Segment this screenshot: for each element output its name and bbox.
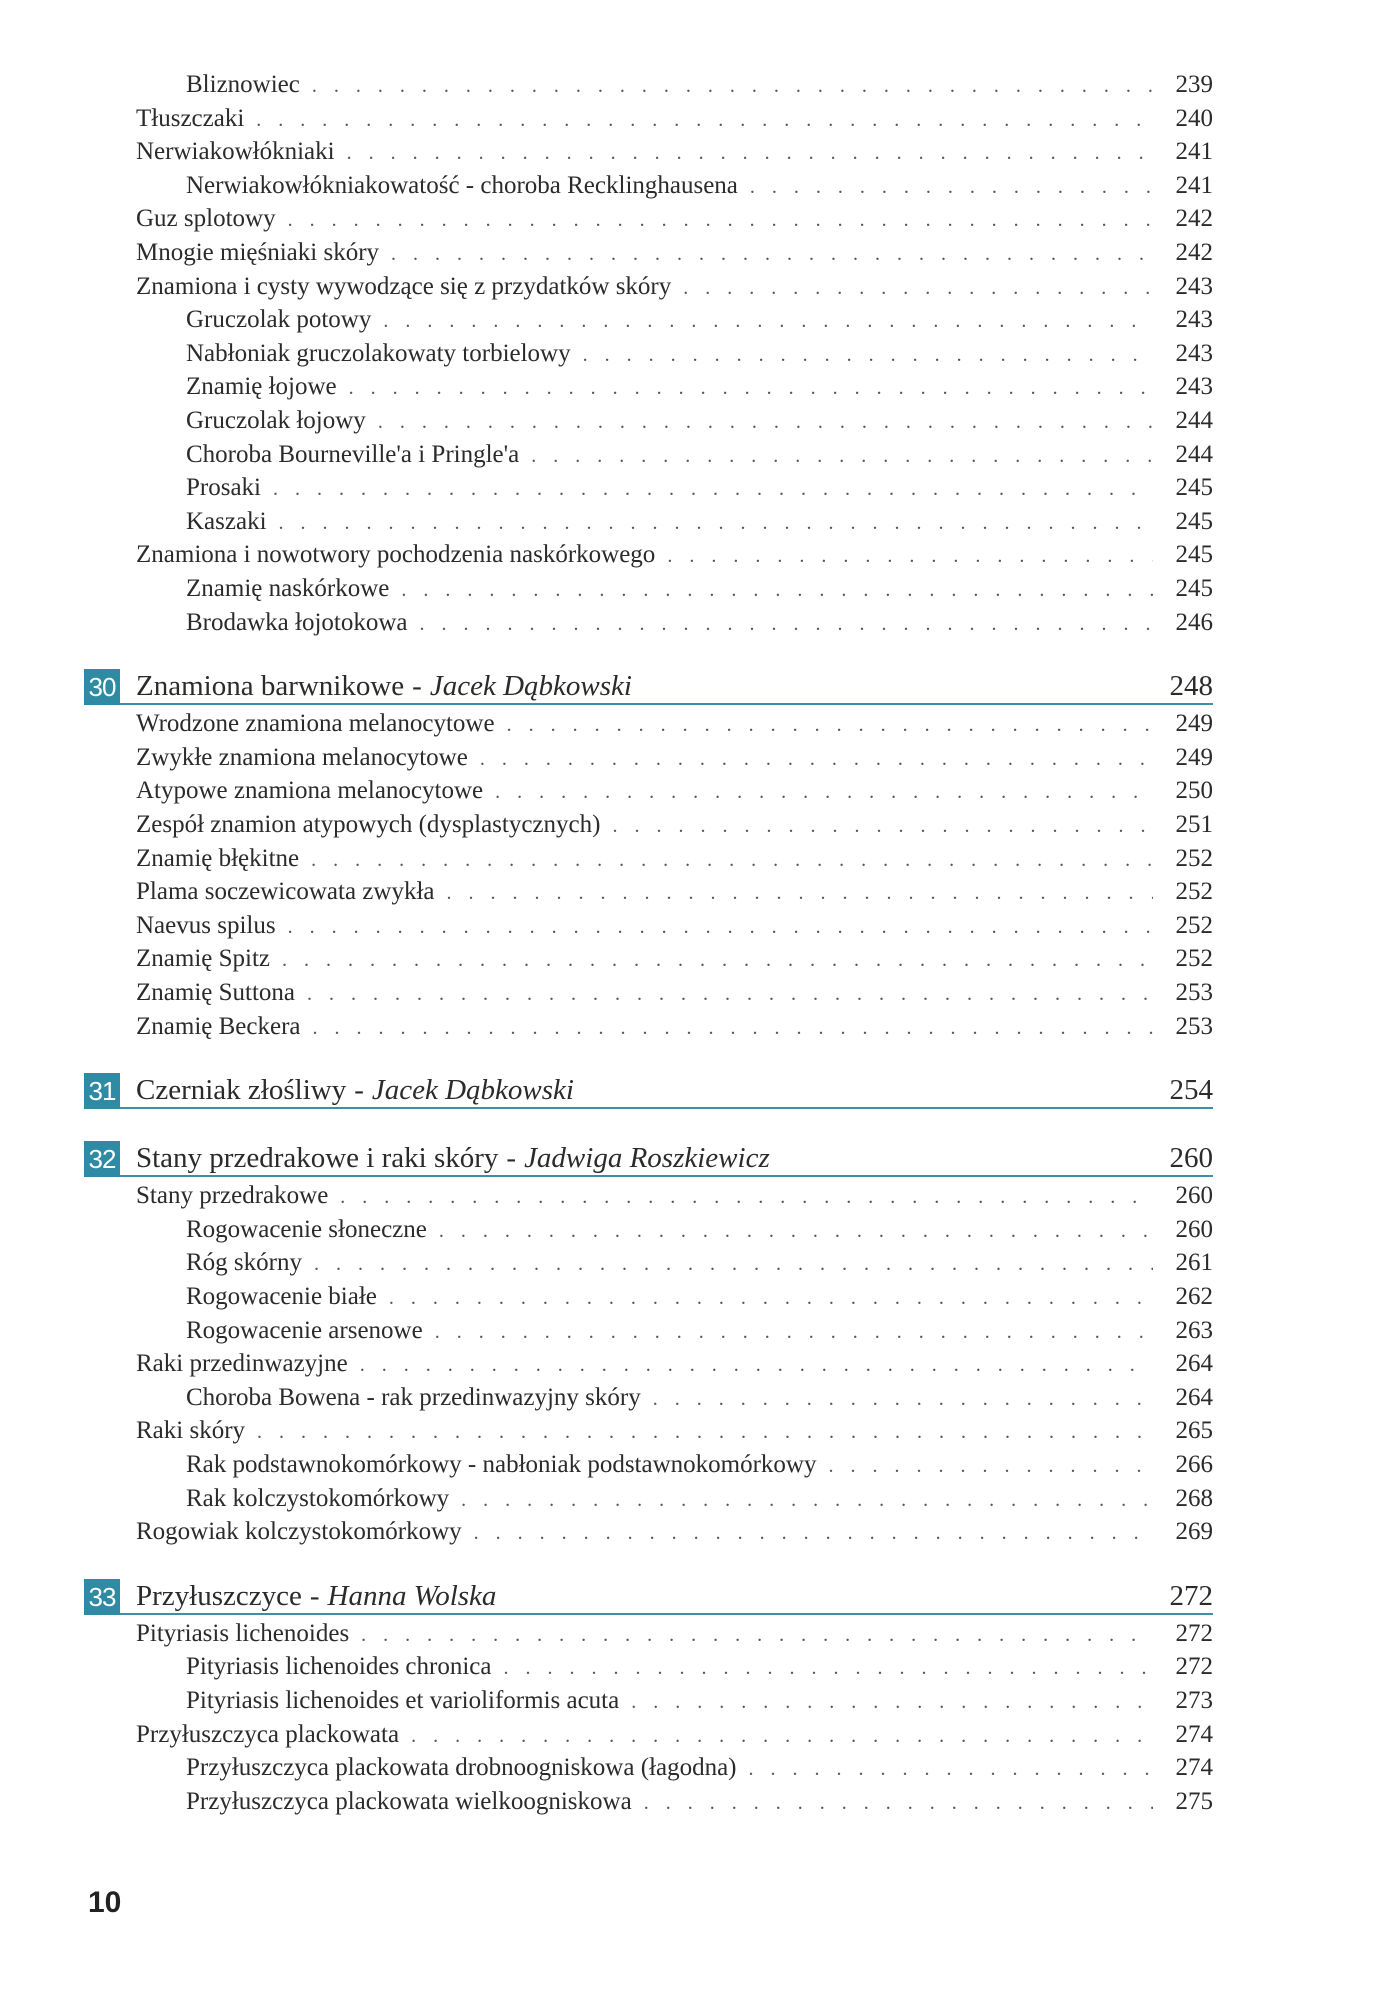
chapter-heading[interactable]: [84, 1573, 1213, 1615]
dot-leader: [349, 371, 1153, 405]
toc-entry[interactable]: [136, 1347, 1213, 1381]
toc-entry[interactable]: [136, 842, 1213, 876]
dot-leader: [311, 843, 1153, 877]
entry-page-number: 245: [1175, 575, 1213, 602]
dot-leader: [307, 977, 1153, 1011]
entry-page-number: 244: [1175, 407, 1213, 434]
entry-title: Wrodzone znamiona melanocytowe: [136, 710, 495, 738]
entry-title: Choroba Bourneville'a i Pringle'a: [186, 440, 520, 468]
entry-title: Zwykłe znamiona melanocytowe: [136, 743, 468, 771]
dot-leader: [461, 1483, 1153, 1517]
chapter-number-badge: 33: [84, 1579, 120, 1615]
toc-entry[interactable]: [136, 135, 1213, 169]
entry-title: Nerwiakowłókniaki: [136, 138, 335, 166]
entry-page-number: 268: [1175, 1484, 1213, 1512]
chapter-author: Jacek Dąbkowski: [371, 1074, 574, 1107]
entry-title: Przyłuszczyca plackowata: [136, 1720, 400, 1748]
toc-entry[interactable]: [136, 976, 1213, 1010]
dot-leader: [631, 1685, 1153, 1719]
chapter-title: Przyłuszczyce: [136, 1579, 302, 1612]
entry-page-number: 262: [1175, 1283, 1213, 1310]
entry-page-number: 273: [1175, 1687, 1213, 1714]
toc-entry[interactable]: [136, 1718, 1213, 1752]
chapter-separator: -: [506, 1142, 517, 1175]
toc-entry[interactable]: [136, 1414, 1213, 1448]
chapter-heading[interactable]: [84, 1135, 1213, 1177]
entry-page-number: 243: [1175, 272, 1213, 300]
toc-entry[interactable]: [136, 270, 1213, 304]
entry-page-number: 274: [1175, 1754, 1213, 1782]
entry-title: Znamię błękitne: [136, 844, 300, 872]
entry-page-number: 242: [1175, 239, 1213, 266]
chapter-page-number: 272: [1169, 1579, 1213, 1612]
entry-title: Plama soczewicowata zwykła: [136, 878, 435, 906]
toc-entry[interactable]: [136, 1617, 1213, 1651]
dot-leader: [288, 910, 1153, 944]
entry-title: Rak podstawnokomórkowy - nabłoniak podstawnokomórkowy: [186, 1451, 817, 1478]
entry-title: Pityriasis lichenoides chronica: [186, 1653, 492, 1681]
entry-title: Naevus spilus: [136, 911, 276, 939]
entry-title: Zespół znamion atypowych (dysplastycznych): [136, 811, 601, 838]
dot-leader: [312, 69, 1153, 103]
entry-page-number: 241: [1175, 171, 1213, 199]
chapter-heading[interactable]: [84, 1067, 1213, 1109]
chapter-separator: -: [309, 1579, 320, 1612]
entry-title: Brodawka łojotokowa: [186, 608, 408, 636]
toc-subentry[interactable]: [186, 505, 1213, 539]
toc-entry[interactable]: [136, 741, 1213, 775]
entry-page-number: 246: [1175, 608, 1213, 636]
chapter-number-badge: 30: [84, 669, 120, 705]
entry-page-number: 243: [1175, 373, 1213, 401]
chapter-title: Czerniak złośliwy: [136, 1074, 347, 1107]
dot-leader: [288, 203, 1153, 237]
chapter-page-number: 260: [1169, 1142, 1213, 1175]
entry-title: Znamię Suttona: [136, 979, 295, 1006]
chapter-separator: -: [412, 670, 422, 703]
dot-leader: [419, 607, 1153, 641]
entry-title: Bliznowiec: [186, 71, 300, 98]
entry-title: Przyłuszczyca plackowata wielkoogniskowa: [186, 1787, 632, 1815]
dot-leader: [282, 943, 1153, 977]
toc-entry[interactable]: [136, 102, 1213, 136]
dot-leader: [257, 1415, 1153, 1449]
chapter-page-number: 254: [1169, 1074, 1213, 1107]
entry-title: Gruczolak potowy: [186, 306, 372, 334]
dot-leader: [313, 1011, 1154, 1045]
entry-title: Gruczolak łojowy: [186, 407, 366, 434]
entry-title: Znamię naskórkowe: [186, 575, 390, 602]
entry-page-number: 272: [1175, 1653, 1213, 1681]
entry-title: Znamiona i nowotwory pochodzenia naskórkowego: [136, 541, 656, 569]
entry-title: Rogowacenie słoneczne: [186, 1215, 427, 1243]
dot-leader: [279, 506, 1153, 540]
dot-leader: [480, 742, 1153, 776]
chapter-author: Jacek Dąbkowski: [429, 670, 632, 703]
toc-entry[interactable]: [136, 707, 1213, 741]
dot-leader: [347, 136, 1153, 170]
toc-entry[interactable]: [136, 1010, 1213, 1044]
dot-leader: [378, 405, 1153, 439]
toc-entry[interactable]: [136, 1515, 1213, 1549]
entry-title: Tłuszczaki: [136, 104, 245, 132]
entry-page-number: 243: [1175, 306, 1213, 334]
toc-entry[interactable]: [136, 909, 1213, 943]
dot-leader: [749, 1752, 1153, 1786]
toc-subentry[interactable]: [186, 1448, 1213, 1482]
entry-title: Raki skóry: [136, 1417, 246, 1445]
chapter-title: Stany przedrakowe i raki skóry: [136, 1142, 499, 1175]
entry-page-number: 242: [1175, 205, 1213, 233]
entry-page-number: 244: [1175, 440, 1213, 468]
entry-title: Nabłoniak gruczolakowaty torbielowy: [186, 339, 571, 367]
entry-title: Znamię Beckera: [136, 1012, 301, 1040]
toc-entry[interactable]: [136, 202, 1213, 236]
toc-subentry[interactable]: [186, 1381, 1213, 1415]
dot-leader: [256, 103, 1153, 137]
entry-title: Prosaki: [186, 474, 261, 502]
entry-page-number: 252: [1175, 945, 1213, 973]
entry-title: Znamię łojowe: [186, 373, 337, 401]
chapter-title: Znamiona barwnikowe: [136, 670, 405, 703]
entry-title: Mnogie mięśniaki skóry: [136, 239, 380, 266]
toc-subentry[interactable]: [186, 606, 1213, 640]
dot-leader: [383, 304, 1153, 338]
entry-page-number: 264: [1175, 1350, 1213, 1378]
dot-leader: [503, 1651, 1153, 1685]
entry-page-number: 249: [1175, 743, 1213, 771]
toc-subentry[interactable]: [186, 1213, 1213, 1247]
entry-page-number: 252: [1175, 911, 1213, 939]
entry-title: Znamię Spitz: [136, 945, 270, 973]
toc-entry[interactable]: [136, 1179, 1213, 1213]
entry-title: Róg skórny: [186, 1249, 302, 1277]
page-number: 10: [88, 1886, 122, 1919]
entry-title: Rogowiak kolczystokomórkowy: [136, 1518, 462, 1546]
toc-subentry[interactable]: [186, 1650, 1213, 1684]
chapter-separator: -: [354, 1074, 364, 1107]
dot-leader: [612, 809, 1153, 843]
entry-page-number: 239: [1175, 71, 1213, 98]
dot-leader: [750, 170, 1153, 204]
entry-page-number: 249: [1175, 710, 1213, 738]
chapter-heading[interactable]: [84, 663, 1213, 705]
toc-subentry[interactable]: [186, 337, 1213, 371]
entry-title: Nerwiakowłókniakowatość - choroba Recklinghausena: [186, 171, 738, 199]
entry-page-number: 252: [1175, 844, 1213, 872]
chapter-author: Jadwiga Roszkiewicz: [524, 1142, 770, 1175]
toc-subentry[interactable]: [186, 471, 1213, 505]
toc-subentry[interactable]: [186, 1684, 1213, 1718]
dot-leader: [401, 573, 1153, 607]
toc-subentry[interactable]: [186, 572, 1213, 606]
entry-title: Raki przedinwazyjne: [136, 1350, 348, 1378]
dot-leader: [361, 1618, 1153, 1652]
entry-page-number: 275: [1175, 1787, 1213, 1815]
entry-title: Pityriasis lichenoides: [136, 1619, 350, 1647]
entry-title: Znamiona i cysty wywodzące się z przydatków skóry: [136, 272, 672, 300]
entry-page-number: 251: [1175, 811, 1213, 838]
chapter-page-number: 248: [1169, 670, 1213, 703]
entry-title: Pityriasis lichenoides et varioliformis acuta: [186, 1687, 620, 1714]
entry-page-number: 264: [1175, 1383, 1213, 1411]
dot-leader: [644, 1786, 1153, 1820]
entry-page-number: 243: [1175, 339, 1213, 367]
entry-page-number: 265: [1175, 1417, 1213, 1445]
toc-subentry[interactable]: [186, 1482, 1213, 1516]
entry-page-number: 263: [1175, 1316, 1213, 1344]
entry-title: Rogowacenie białe: [186, 1283, 377, 1310]
dot-leader: [389, 1281, 1153, 1315]
dot-leader: [411, 1719, 1153, 1753]
entry-page-number: 269: [1175, 1518, 1213, 1546]
toc-subentry[interactable]: [186, 1314, 1213, 1348]
dot-leader: [653, 1382, 1153, 1416]
entry-title: Przyłuszczyca plackowata drobnoogniskowa (łagodna): [186, 1754, 737, 1782]
toc-subentry[interactable]: [186, 1751, 1213, 1785]
dot-leader: [828, 1449, 1153, 1483]
toc-subentry[interactable]: [186, 303, 1213, 337]
entry-page-number: 253: [1175, 1012, 1213, 1040]
entry-title: Stany przedrakowe: [136, 1182, 329, 1210]
entry-page-number: 245: [1175, 474, 1213, 502]
dot-leader: [273, 472, 1153, 506]
entry-title: Atypowe znamiona melanocytowe: [136, 777, 484, 805]
entry-page-number: 266: [1175, 1451, 1213, 1478]
dot-leader: [667, 539, 1153, 573]
toc-subentry[interactable]: [186, 370, 1213, 404]
toc-entry[interactable]: [136, 236, 1213, 270]
entry-page-number: 252: [1175, 878, 1213, 906]
chapter-number-badge: 32: [84, 1141, 120, 1177]
dot-leader: [474, 1516, 1153, 1550]
dot-leader: [340, 1180, 1153, 1214]
dot-leader: [360, 1348, 1153, 1382]
dot-leader: [447, 876, 1154, 910]
dot-leader: [583, 338, 1153, 372]
entry-page-number: 272: [1175, 1619, 1213, 1647]
dot-leader: [439, 1214, 1153, 1248]
entry-title: Rogowacenie arsenowe: [186, 1316, 423, 1344]
entry-page-number: 260: [1175, 1215, 1213, 1243]
entry-title: Choroba Bowena - rak przedinwazyjny skóry: [186, 1383, 641, 1411]
entry-title: Kaszaki: [186, 507, 267, 535]
entry-title: Guz splotowy: [136, 205, 276, 233]
dot-leader: [435, 1315, 1153, 1349]
entry-page-number: 261: [1175, 1249, 1213, 1277]
toc-entry[interactable]: [136, 538, 1213, 572]
dot-leader: [531, 439, 1153, 473]
toc-subentry[interactable]: [186, 1280, 1213, 1314]
entry-page-number: 274: [1175, 1720, 1213, 1748]
entry-page-number: 245: [1175, 507, 1213, 535]
toc-subentry[interactable]: [186, 169, 1213, 203]
toc-entry[interactable]: [136, 774, 1213, 808]
entry-page-number: 260: [1175, 1182, 1213, 1210]
toc-subentry[interactable]: [186, 404, 1213, 438]
entry-page-number: 240: [1175, 104, 1213, 132]
chapter-number-badge: 31: [84, 1073, 120, 1109]
entry-page-number: 253: [1175, 979, 1213, 1006]
toc-subentry[interactable]: [186, 1246, 1213, 1280]
dot-leader: [314, 1247, 1153, 1281]
dot-leader: [683, 271, 1153, 305]
dot-leader: [495, 775, 1153, 809]
toc-entry[interactable]: [136, 875, 1213, 909]
dot-leader: [391, 237, 1153, 271]
toc-entry[interactable]: [136, 942, 1213, 976]
toc-subentry[interactable]: [186, 68, 1213, 102]
entry-page-number: 241: [1175, 138, 1213, 166]
dot-leader: [507, 708, 1153, 742]
entry-title: Rak kolczystokomórkowy: [186, 1484, 450, 1512]
toc-subentry[interactable]: [186, 1785, 1213, 1819]
entry-page-number: 250: [1175, 777, 1213, 805]
toc-subentry[interactable]: [186, 438, 1213, 472]
toc-entry[interactable]: [136, 808, 1213, 842]
entry-page-number: 245: [1175, 541, 1213, 569]
chapter-author: Hanna Wolska: [327, 1579, 497, 1612]
